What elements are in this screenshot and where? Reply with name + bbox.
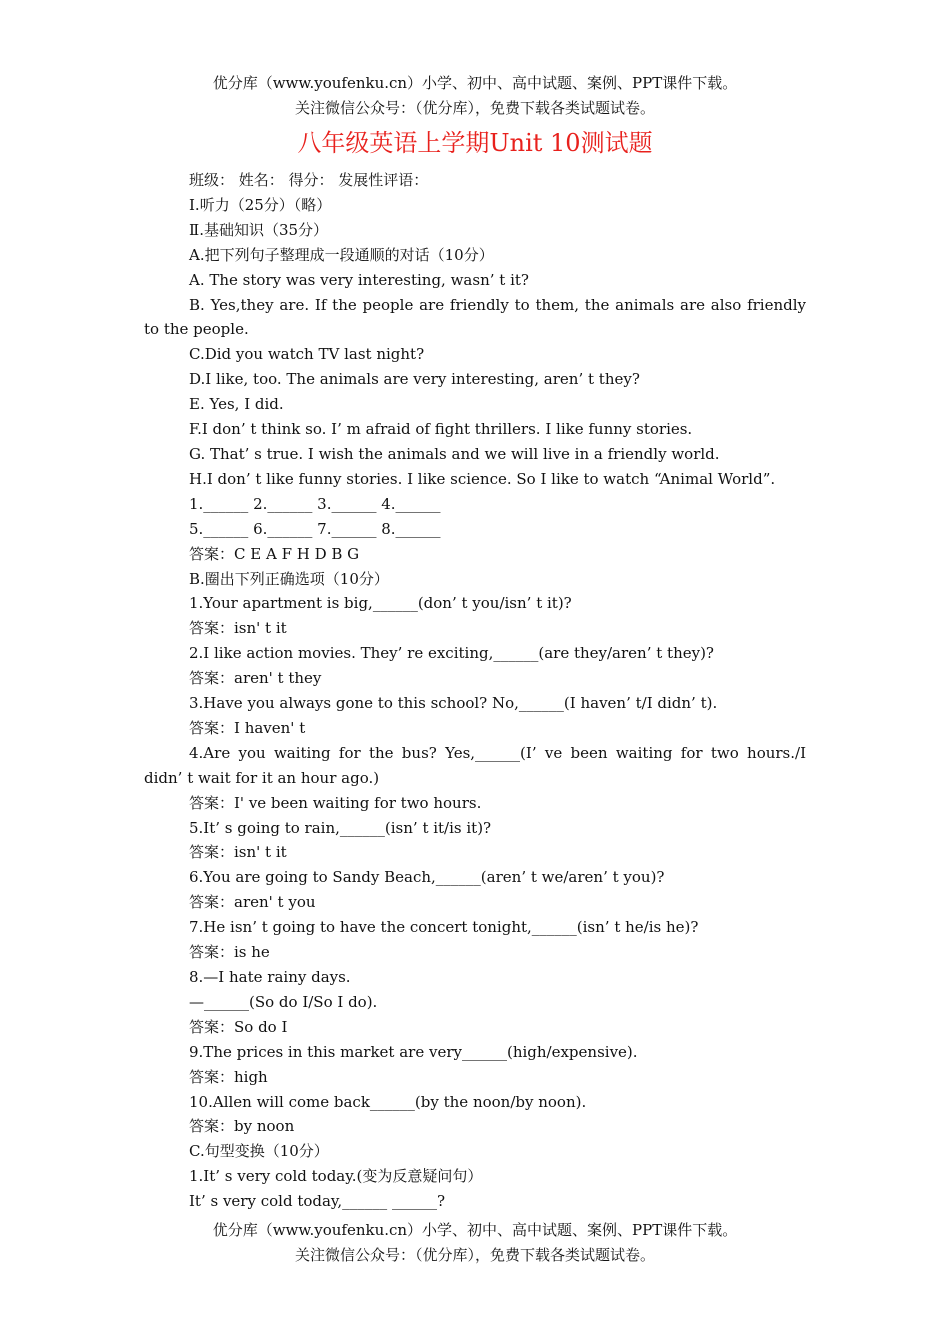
- question-b10: 10.Allen will come back______(by the noon/by noon).: [189, 1092, 587, 1111]
- page-footer: [0, 1218, 950, 1268]
- answer-b9: 答案：high: [189, 1067, 268, 1086]
- section-listening: Ⅰ.听力（25分）（略）: [189, 195, 332, 214]
- answer-b4: 答案：I' ve been waiting for two hours.: [189, 793, 482, 812]
- page-header: [0, 71, 950, 121]
- part-b-heading: B.圈出下列正确选项（10分）: [189, 569, 389, 588]
- dialogue-sentence-a: A. The story was very interesting, wasn’ t it?: [189, 270, 529, 289]
- question-b1: 1.Your apartment is big,______(don’ t you/isn’ t it)?: [189, 594, 572, 613]
- question-b4: 4.Are you waiting for the bus? Yes,______(I’ ve been waiting for two hours./I didn’ t wait for it an hour ago.): [144, 743, 806, 787]
- dialogue-sentence-b: B. Yes,they are. If the people are friendly to them, the animals are also friendly to the people.: [144, 295, 806, 339]
- question-b5: 5.It’ s going to rain,______(isn’ t it/is it)?: [189, 818, 492, 837]
- part-a-heading: A.把下列句子整理成一段通顺的对话（10分）: [189, 245, 494, 264]
- section-basic-knowledge: Ⅱ.基础知识（35分）: [189, 220, 329, 239]
- dialogue-sentence-d: D.I like, too. The animals are very interesting, aren’ t they?: [189, 370, 640, 389]
- header-line-2: 关注微信公众号：（优分库），免费下载各类试题试卷。: [294, 99, 655, 117]
- answer-b1: 答案：isn' t it: [189, 619, 287, 638]
- dialogue-sentence-f: F.I don’ t think so. I’ m afraid of fight thrillers. I like funny stories.: [189, 420, 693, 439]
- dialogue-sentence-c: C.Did you watch TV last night?: [189, 345, 425, 364]
- header-line-1: 优分库（www.youfenku.cn）小学、初中、高中试题、案例、PPT课件下载。: [212, 74, 738, 92]
- answer-b6: 答案：aren' t you: [189, 893, 316, 912]
- question-b9: 9.The prices in this market are very______(high/expensive).: [189, 1042, 638, 1061]
- question-b8-line-2: —______(So do I/So I do).: [189, 992, 378, 1011]
- student-info-line: 班级： 姓名： 得分： 发展性评语：: [189, 171, 429, 189]
- answer-blanks-1-4: 1.______ 2.______ 3.______ 4.______: [189, 494, 441, 513]
- question-b8-line-1: 8.—I hate rainy days.: [189, 968, 351, 986]
- footer-line-2: 关注微信公众号：（优分库），免费下载各类试题试卷。: [294, 1246, 655, 1264]
- part-c-heading: C.句型变换（10分）: [189, 1142, 329, 1161]
- part-a-answer: 答案：C E A F H D B G: [189, 544, 360, 563]
- answer-b10: 答案：by noon: [189, 1117, 295, 1136]
- document-title: 八年级英语上学期Unit 10测试题: [297, 129, 653, 157]
- answer-b3: 答案：I haven' t: [189, 718, 306, 737]
- dialogue-sentence-e: E. Yes, I did.: [189, 395, 284, 414]
- answer-b8: 答案：So do I: [189, 1017, 288, 1036]
- question-b2: 2.I like action movies. They’ re exciting,______(are they/aren’ t they)?: [189, 644, 714, 663]
- answer-b2: 答案：aren' t they: [189, 669, 322, 688]
- answer-b7: 答案：is he: [189, 943, 270, 962]
- question-c1-blank: It’ s very cold today,______ ______?: [189, 1192, 445, 1211]
- answer-b5: 答案：isn' t it: [189, 843, 287, 862]
- answer-blanks-5-8: 5.______ 6.______ 7.______ 8.______: [189, 519, 441, 538]
- question-b3: 3.Have you always gone to this school? No,______(I haven’ t/I didn’ t).: [189, 694, 718, 713]
- question-c1: 1.It’ s very cold today.(变为反意疑问句）: [189, 1167, 483, 1186]
- document-body: [144, 168, 806, 1214]
- dialogue-sentence-h: H.I don’ t like funny stories. I like science. So I like to watch “Animal World”.: [189, 469, 776, 488]
- question-b7: 7.He isn’ t going to have the concert tonight,______(isn’ t he/is he)?: [189, 918, 699, 937]
- dialogue-sentence-g: G. That’ s true. I wish the animals and we will live in a friendly world.: [189, 444, 720, 463]
- footer-line-1: 优分库（www.youfenku.cn）小学、初中、高中试题、案例、PPT课件下载。: [212, 1221, 738, 1239]
- question-b6: 6.You are going to Sandy Beach,______(aren’ t we/aren’ t you)?: [189, 868, 665, 887]
